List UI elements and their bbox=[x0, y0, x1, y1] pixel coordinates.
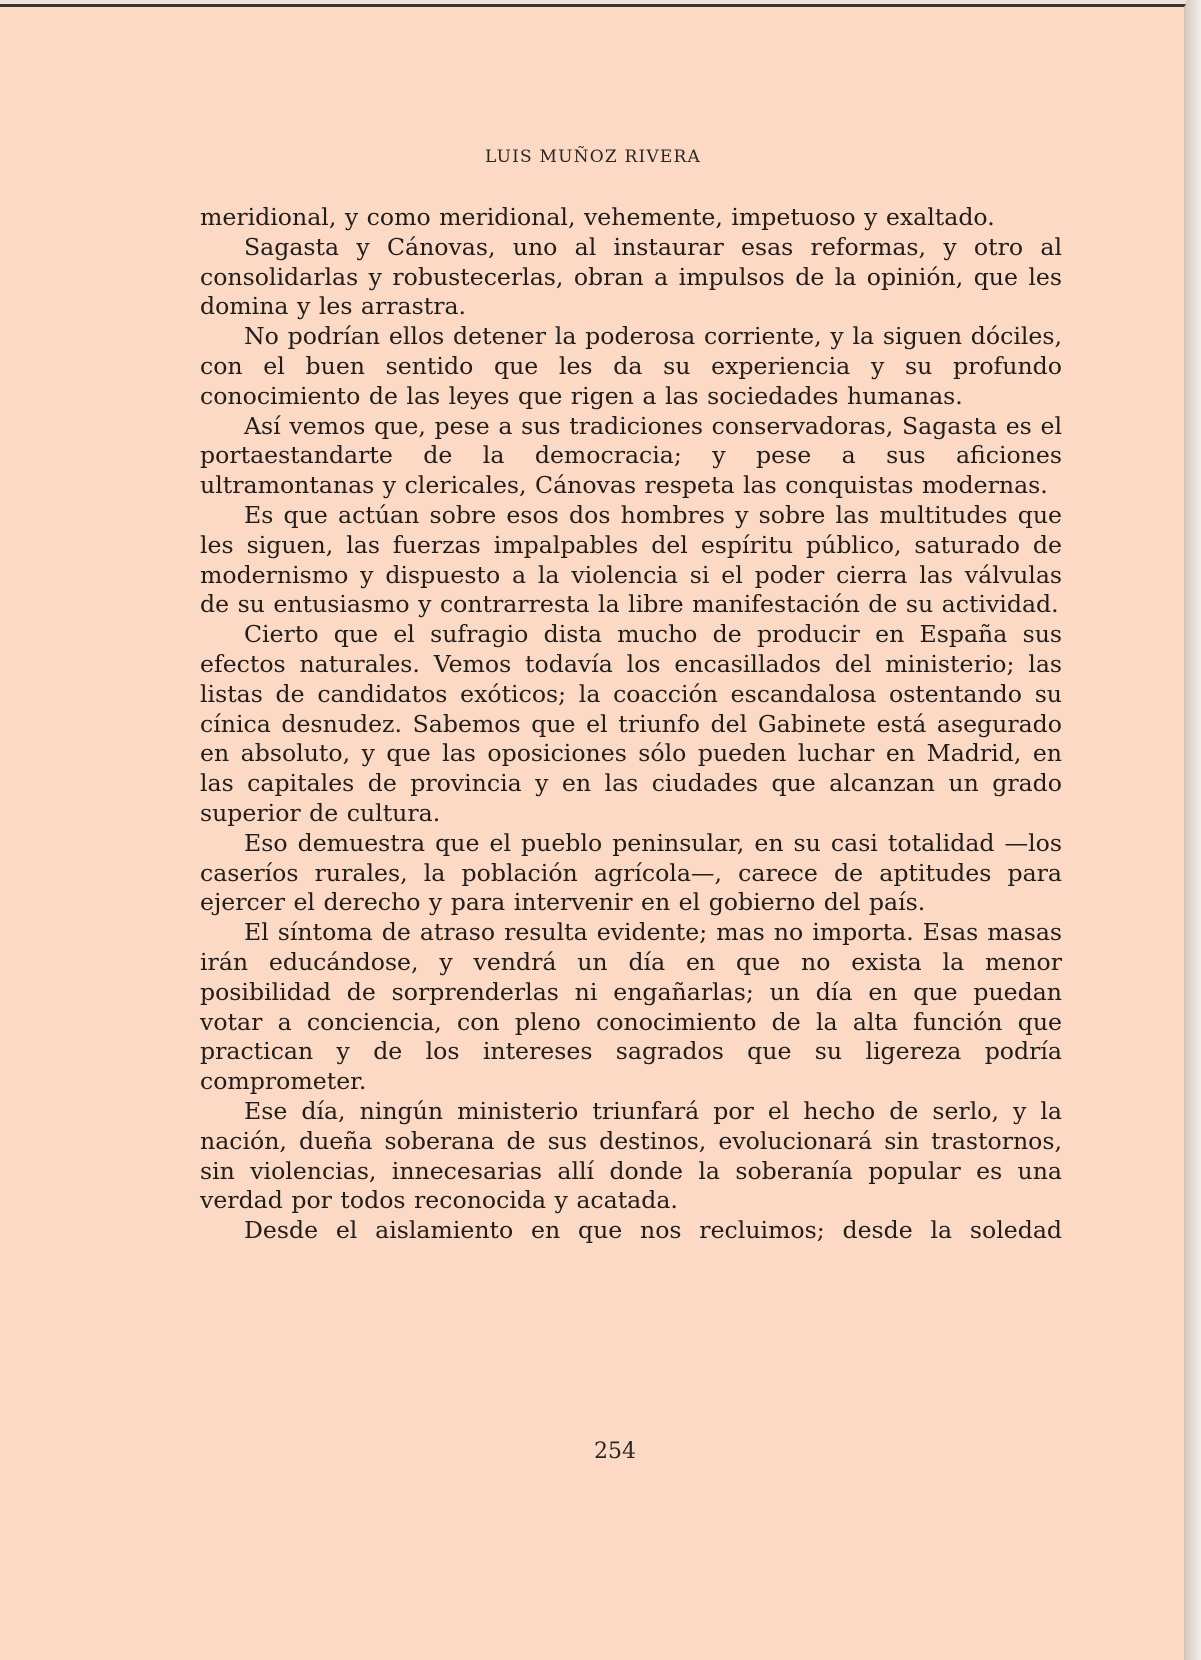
running-head: LUIS MUÑOZ RIVERA bbox=[485, 147, 701, 167]
paragraph: El síntoma de atraso resulta evidente; mas no importa. Esas masas irán educándose, y vendrá un día en que no exista la menor posibilidad de sorprenderlas ni engañarlas; un día en que puedan votar a conciencia, con pleno conocimiento de la alta función que practican y de los intereses sagrados que su ligereza podría comprometer. bbox=[200, 918, 1062, 1096]
paragraph: Cierto que el sufragio dista mucho de producir en España sus efectos naturales. Vemos todavía los encasillados del ministerio; las listas de candidatos exóticos; la coacción escandalosa ostentando su cínica desnudez. Sabemos que el triunfo del Gabinete está asegurado en absoluto, y que las oposiciones sólo pueden luchar en Madrid, en las capitales de provincia y en las ciudades que alcanzan un grado superior de cultura. bbox=[200, 620, 1062, 827]
paragraph: Así vemos que, pese a sus tradiciones conservadoras, Sagasta es el portaestandarte de la democracia; y pese a sus aficiones ultramontanas y clericales, Cánovas respeta las conquistas modernas. bbox=[200, 411, 1062, 500]
paragraph: Es que actúan sobre esos dos hombres y sobre las multitudes que les siguen, las fuerzas impalpables del espíritu público, saturado de modernismo y dispuesto a la violencia si el poder cierra las válvulas de su entusiasmo y contrarresta la libre manifestación de su actividad. bbox=[200, 500, 1062, 619]
page-number: 254 bbox=[594, 1439, 636, 1464]
paragraph: No podrían ellos detener la poderosa corriente, y la siguen dóciles, con el buen sentido que les da su experiencia y su profundo conocimiento de las leyes que rigen a las sociedades humanas. bbox=[200, 322, 1062, 410]
paragraph: Sagasta y Cánovas, uno al instaurar esas reformas, y otro al consolidarlas y robustecerlas, obran a impulsos de la opinión, que les domina y les arrastra. bbox=[200, 232, 1062, 321]
body-text bbox=[200, 203, 1062, 1246]
page-edge bbox=[1186, 0, 1201, 1660]
paragraph: Ese día, ningún ministerio triunfará por el hecho de serlo, y la nación, dueña soberana de sus destinos, evolucionará sin trastornos, sin violencias, innecesarias allí donde la soberanía popular es una verdad por todos reconocida y acatada. bbox=[200, 1096, 1062, 1215]
paragraph: meridional, y como meridional, vehemente, impetuoso y exaltado. bbox=[200, 203, 995, 231]
paragraph: Eso demuestra que el pueblo peninsular, en su casi totalidad —los caseríos rurales, la población agrícola—, carece de aptitudes para ejercer el derecho y para intervenir en el gobierno del país. bbox=[200, 828, 1062, 917]
book-page bbox=[0, 4, 1186, 1660]
paragraph: Desde el aislamiento en que nos recluimos; desde la soledad bbox=[244, 1216, 1062, 1245]
